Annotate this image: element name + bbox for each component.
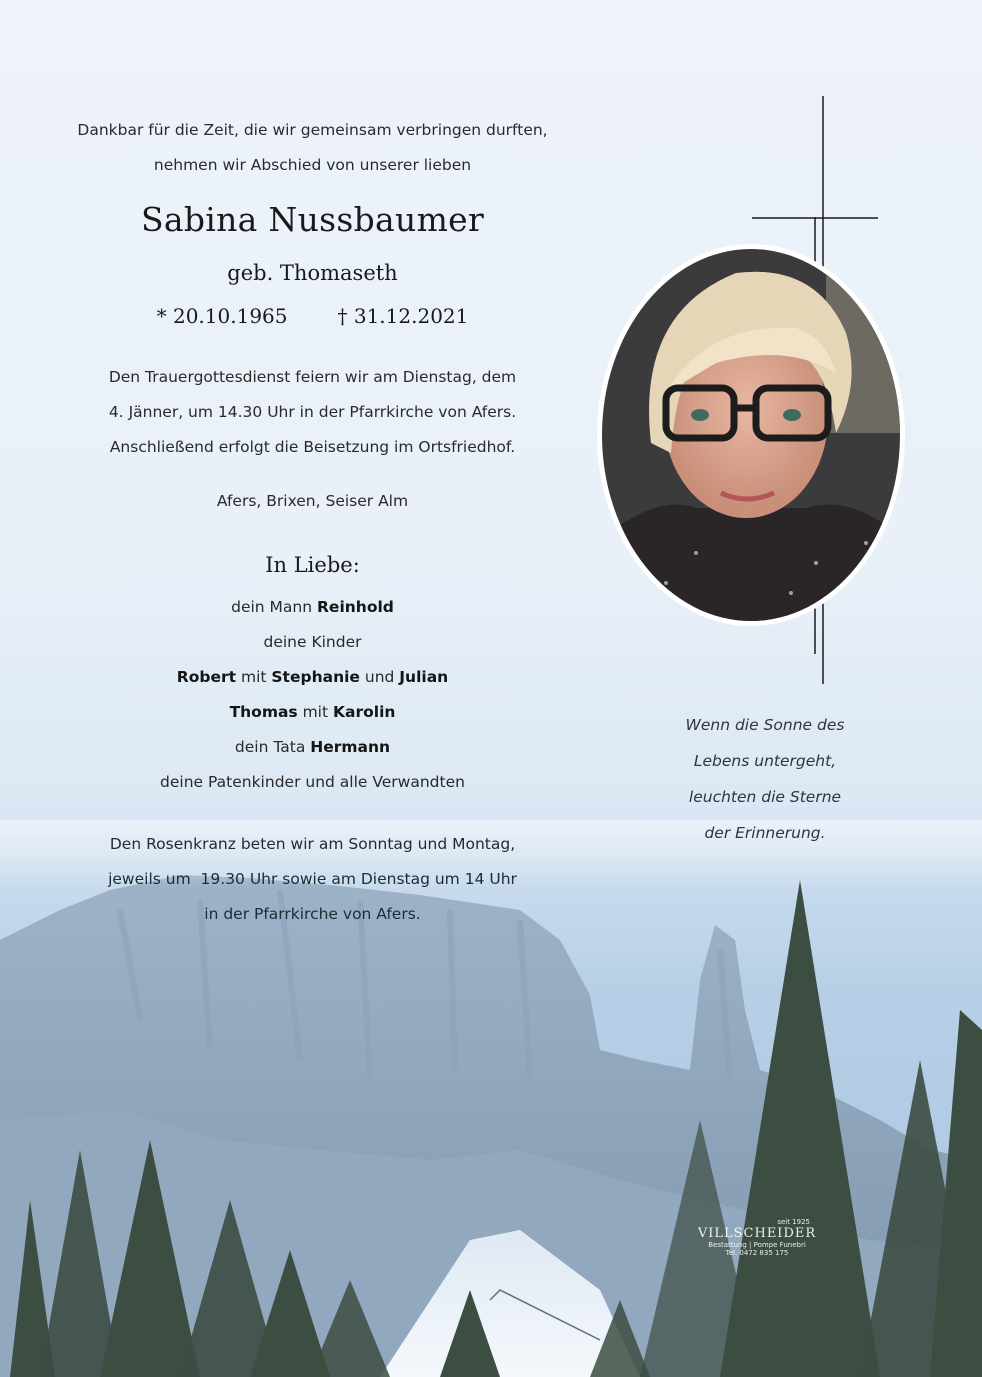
relation-text: mit	[297, 703, 333, 721]
relation-text: mit	[236, 668, 272, 686]
mourner-name: Reinhold	[317, 598, 394, 616]
mourners-heading: In Liebe:	[265, 553, 360, 577]
rosary-text	[40, 827, 585, 932]
quote-line: leuchten die Sterne	[688, 788, 842, 806]
list-item	[40, 660, 585, 695]
places: Afers, Brixen, Seiser Alm	[216, 492, 409, 510]
life-dates	[40, 304, 585, 328]
mourner-name: Julian	[399, 668, 449, 686]
logo-since: seit 1925	[777, 1218, 810, 1226]
quote-line: Wenn die Sonne des	[685, 716, 845, 734]
service-line: 4. Jänner, um 14.30 Uhr in der Pfarrkirche von Afers.	[108, 403, 517, 421]
logo-name: VILLSCHEIDER	[697, 1226, 817, 1241]
memorial-quote	[625, 707, 905, 851]
relation-text: dein Tata	[234, 738, 311, 756]
death-date: † 31.12.2021	[337, 304, 469, 328]
intro-text	[40, 113, 585, 183]
service-line: Den Trauergottesdienst feiern wir am Dienstag, dem	[108, 368, 517, 386]
list-item: deine Patenkinder und alle Verwandten	[160, 773, 465, 791]
deceased-name: Sabina Nussbaumer	[140, 200, 485, 239]
quote-line: Lebens untergeht,	[693, 752, 837, 770]
funeral-home-logo	[692, 1218, 822, 1257]
intro-line: nehmen wir Abschied von unserer lieben	[153, 156, 472, 174]
funeral-service-text	[40, 360, 585, 465]
relation-text: dein Mann	[231, 598, 317, 616]
logo-subtitle: Bestattung | Pompe Funebri	[708, 1241, 806, 1249]
list-item	[40, 730, 585, 765]
rosary-line: jeweils um 19.30 Uhr sowie am Dienstag um 14 Uhr	[108, 870, 517, 888]
list-item	[40, 590, 585, 625]
rosary-line: in der Pfarrkirche von Afers.	[204, 905, 421, 923]
logo-phone: Tel. 0472 835 175	[725, 1249, 789, 1257]
birth-date: * 20.10.1965	[156, 304, 288, 328]
relation-text: und	[359, 668, 400, 686]
mourner-name: Thomas	[229, 703, 298, 721]
intro-line: Dankbar für die Zeit, die wir gemeinsam verbringen durften,	[77, 121, 548, 139]
portrait-photo	[596, 243, 906, 627]
maiden-name: geb. Thomaseth	[227, 261, 398, 285]
list-item: deine Kinder	[263, 633, 362, 651]
mourner-name: Hermann	[310, 738, 391, 756]
list-item	[40, 695, 585, 730]
quote-line: der Erinnerung.	[704, 824, 826, 842]
mourner-name: Stephanie	[271, 668, 360, 686]
service-line: Anschließend erfolgt die Beisetzung im Ortsfriedhof.	[109, 438, 516, 456]
mourner-name: Karolin	[333, 703, 396, 721]
rosary-line: Den Rosenkranz beten wir am Sonntag und Montag,	[109, 835, 516, 853]
mourner-name: Robert	[176, 668, 237, 686]
mourners-list	[40, 590, 585, 800]
